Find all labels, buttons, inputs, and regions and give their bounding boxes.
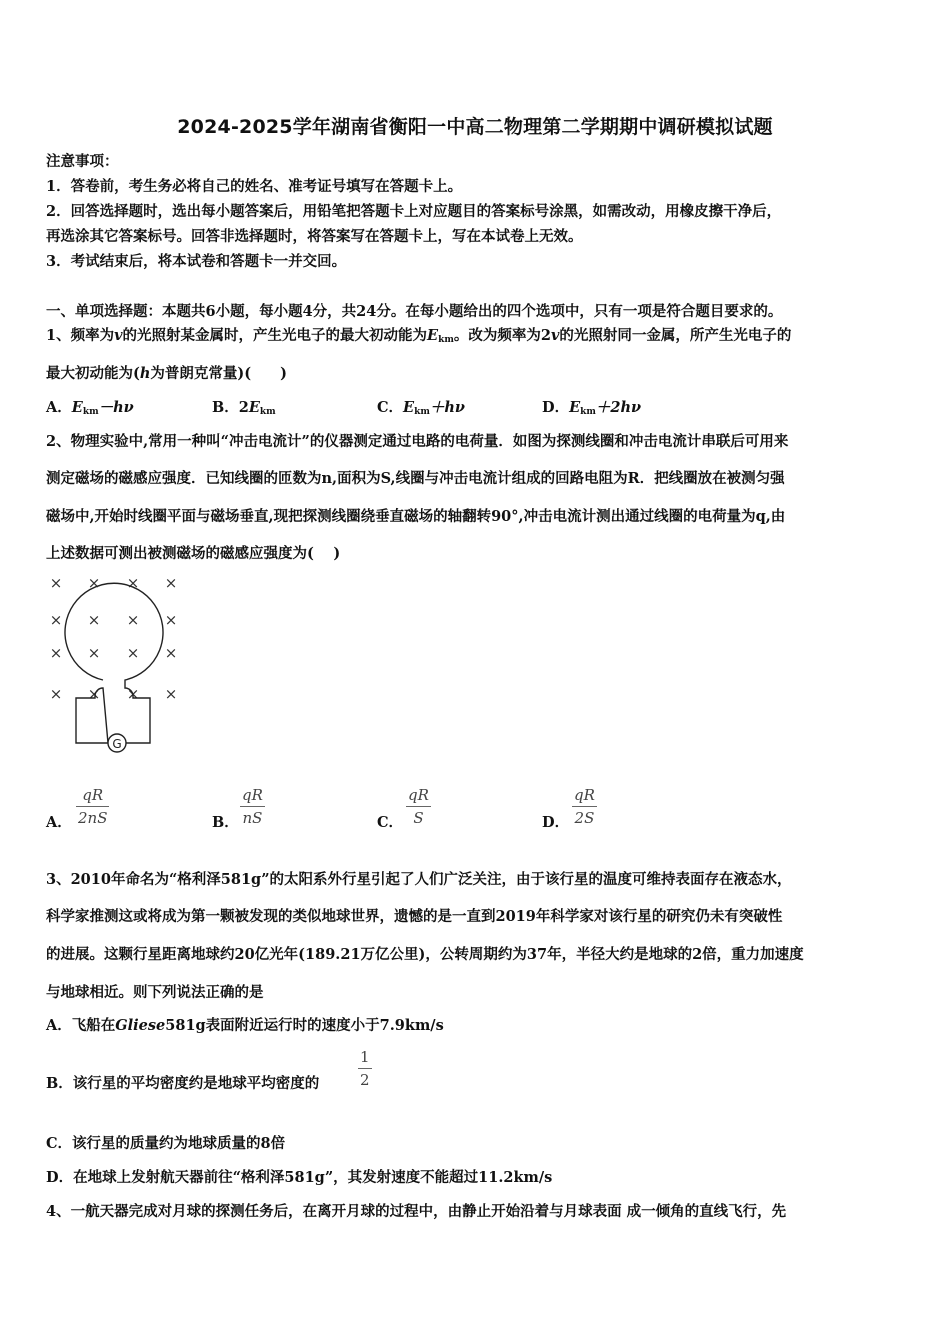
field-cross: × — [87, 611, 101, 629]
q3-option-c[interactable]: C．该行星的质量约为地球质量的8倍 — [46, 1135, 286, 1152]
option-E: E — [71, 399, 83, 416]
notice-heading: 注意事项： — [46, 153, 119, 170]
q2-option-d[interactable] — [542, 813, 569, 833]
q1-text: 1、频率为 — [46, 327, 115, 344]
field-cross: × — [126, 574, 140, 592]
question-2-line: 上述数据可测出被测磁场的磁感应强度为( ) — [46, 545, 341, 562]
question-2-line: 测定磁场的磁感应强度．已知线圈的匝数为n,面积为S,线圈与冲击电流计组成的回路电阻为R．把线圈放在被测匀强 — [46, 470, 785, 487]
q1-text: 最大初动能为( — [46, 365, 140, 382]
q3-option-b-fraction — [358, 1048, 372, 1089]
fraction-numerator: qR — [242, 786, 263, 804]
question-3-line: 3、2010年命名为“格利泽581g”的太阳系外行星引起了人们广泛关注，由于该行星的温度可维持表面存在液态水， — [46, 871, 792, 888]
q3-option-b[interactable] — [46, 1074, 319, 1094]
field-cross: × — [126, 685, 140, 703]
question-4-line: 4、一航天器完成对月球的探测任务后，在离开月球的过程中，由静止开始沿着与月球表面 成一倾角的直线飞行，先 — [46, 1203, 787, 1220]
fraction-denominator: 2 — [360, 1071, 370, 1089]
option-label: A． — [46, 814, 72, 831]
option-text: 581g表面附近运行时的速度小于7.9km/s — [165, 1017, 444, 1034]
fraction-denominator: S — [413, 809, 424, 827]
fraction-numerator: qR — [82, 786, 104, 804]
option-label: A． — [46, 399, 72, 416]
option-label: C． — [377, 399, 404, 416]
fraction-denominator: nS — [242, 809, 263, 827]
fraction-denominator: 2S — [574, 809, 595, 827]
option-label: B．2 — [212, 399, 249, 416]
q2-option-a[interactable] — [46, 813, 72, 833]
field-cross: × — [49, 574, 63, 592]
option-tail: －hν — [98, 399, 134, 416]
fraction-numerator: 1 — [360, 1048, 370, 1066]
field-cross: × — [49, 611, 63, 629]
question-3-line: 的进展。这颗行星距离地球约20亿光年(189.21万亿公里)，公转周期约为37年，半径大约是地球的2倍，重力加速度 — [46, 946, 804, 963]
field-cross: × — [126, 644, 140, 662]
q1-text: 为普朗克常量)( ) — [150, 365, 288, 382]
option-E: E — [569, 399, 581, 416]
q1-v: v — [114, 327, 123, 344]
q1-option-b[interactable] — [212, 398, 276, 422]
fraction-bar — [240, 806, 265, 807]
q1-text: 的光照射某金属时，产生光电子的最大初动能为 — [122, 327, 428, 344]
q1-v: v — [550, 327, 560, 344]
question-2-line: 磁场中,开始时线圈平面与磁场垂直,现把探测线圈绕垂直磁场的轴翻转90°,冲击电流计测出通过线圈的电荷量为q,由 — [46, 508, 786, 525]
fraction-denominator: 2nS — [78, 809, 108, 827]
field-cross: × — [164, 644, 178, 662]
question-1-line — [46, 364, 287, 384]
q1-option-d[interactable] — [542, 398, 641, 422]
field-cross: × — [87, 644, 101, 662]
option-label: D． — [542, 399, 570, 416]
option-km: km — [82, 407, 99, 417]
option-label: D． — [542, 814, 570, 831]
q2-option-d-fraction — [572, 786, 597, 827]
field-cross: × — [87, 574, 101, 592]
q1-text: 的光照射同一金属，所产生光电子的 — [559, 327, 792, 344]
option-label: C． — [377, 814, 404, 831]
field-cross: × — [164, 574, 178, 592]
fraction-bar — [76, 806, 109, 807]
fraction-numerator: qR — [408, 786, 429, 804]
option-tail: ＋2hν — [595, 399, 642, 416]
option-km: km — [414, 407, 430, 417]
q1-h: h — [139, 365, 151, 382]
q2-option-b-fraction — [240, 786, 265, 827]
field-cross: × — [49, 685, 63, 703]
option-E: E — [403, 399, 415, 416]
option-E: E — [248, 399, 260, 416]
q2-option-c[interactable] — [377, 813, 403, 833]
coil-diagram — [40, 568, 200, 760]
notice-item: 3．考试结束后，将本试卷和答题卡一并交回。 — [46, 253, 347, 270]
question-2-line: 2、物理实验中,常用一种叫“冲击电流计”的仪器测定通过电路的电荷量．如图为探测线圈和冲击电流计串联后可用来 — [46, 433, 789, 450]
fraction-bar — [358, 1068, 372, 1069]
coil-circuit — [65, 583, 163, 743]
option-label: B． — [212, 814, 239, 831]
galvanometer-label: G — [112, 737, 122, 751]
notice-item: 再选涂其它答案标号。回答非选择题时，将答案写在答题卡上，写在本试卷上无效。 — [46, 228, 583, 245]
question-1-line — [46, 326, 791, 350]
option-text: B．该行星的平均密度约是地球平均密度的 — [46, 1075, 320, 1092]
q1-E: E — [427, 327, 439, 344]
q2-option-b[interactable] — [212, 813, 239, 833]
option-km: km — [580, 407, 596, 417]
fraction-numerator: qR — [574, 786, 595, 804]
fraction-bar — [572, 806, 597, 807]
q2-option-a-fraction — [76, 786, 109, 827]
option-italic: Gliese — [115, 1017, 166, 1034]
q1-text: 。改为频率为2 — [453, 327, 551, 344]
notice-item: 2．回答选择题时，选出每小题答案后，用铅笔把答题卡上对应题目的答案标号涂黑，如需改动，用橡皮擦干净后， — [46, 203, 782, 220]
magnetic-field-crosses — [50, 574, 178, 703]
option-tail: ＋hν — [429, 399, 465, 416]
fraction-bar — [406, 806, 431, 807]
field-cross: × — [164, 685, 178, 703]
field-cross: × — [126, 611, 140, 629]
q3-option-a[interactable] — [46, 1016, 444, 1036]
question-3-line: 与地球相近。则下列说法正确的是 — [46, 984, 264, 1001]
field-cross: × — [164, 611, 178, 629]
q1-option-c[interactable] — [377, 398, 465, 422]
field-cross: × — [87, 685, 101, 703]
q1-option-a[interactable] — [46, 398, 134, 422]
q2-option-c-fraction — [406, 786, 431, 827]
page-title: 2024-2025学年湖南省衡阳一中高二物理第二学期期中调研模拟试题 — [177, 116, 773, 138]
q3-option-d[interactable]: D．在地球上发射航天器前往“格利泽581g”，其发射速度不能超过11.2km/s — [46, 1169, 553, 1186]
question-3-line: 科学家推测这或将成为第一颗被发现的类似地球世界，遗憾的是一直到2019年科学家对该行星的研究仍未有突破性 — [46, 908, 783, 925]
option-km: km — [259, 407, 276, 417]
q1-km: km — [438, 335, 454, 345]
section-heading: 一、单项选择题：本题共6小题，每小题4分，共24分。在每小题给出的四个选项中，只有一项是符合题目要求的。 — [46, 303, 783, 320]
notice-item: 1．答卷前，考生务必将自己的姓名、准考证号填写在答题卡上。 — [46, 178, 463, 195]
option-text: A．飞船在 — [46, 1017, 116, 1034]
field-cross: × — [49, 644, 63, 662]
